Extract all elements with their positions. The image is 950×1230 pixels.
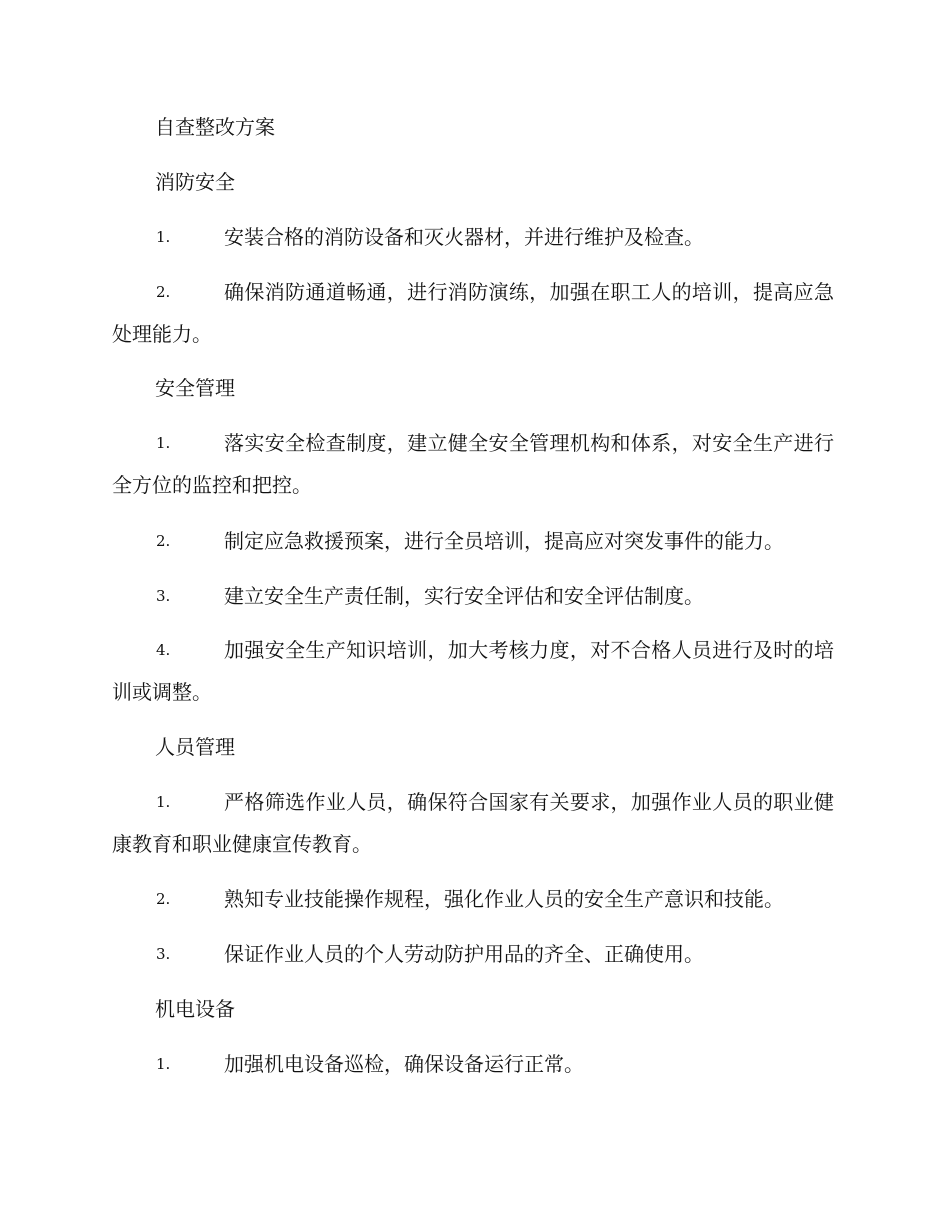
list-item-text: 确保消防通道畅通，进行消防演练，加强在职工人的培训，提高应急处理能力。 xyxy=(112,280,834,346)
section-heading-safety-management: 安全管理 xyxy=(155,376,235,400)
section-heading-fire-safety: 消防安全 xyxy=(155,170,235,194)
list-item-text: 制定应急救援预案，进行全员培训，提高应对突发事件的能力。 xyxy=(224,529,784,553)
list-item-text: 落实安全检查制度，建立健全安全管理机构和体系，对安全生产进行全方位的监控和把控。 xyxy=(112,431,834,497)
list-item-number: 1. xyxy=(156,434,171,452)
list-item-number: 2. xyxy=(156,283,171,301)
list-item-text: 保证作业人员的个人劳动防护用品的齐全、正确使用。 xyxy=(224,942,704,966)
list-item-number: 3. xyxy=(156,945,171,963)
document-title: 自查整改方案 xyxy=(155,115,275,139)
list-item xyxy=(112,933,834,975)
section-heading-electromechanical-equipment: 机电设备 xyxy=(155,997,235,1021)
list-item xyxy=(112,520,834,562)
list-item-number: 4. xyxy=(156,641,171,659)
list-item xyxy=(112,575,834,617)
list-item-text: 加强安全生产知识培训，加大考核力度，对不合格人员进行及时的培训或调整。 xyxy=(112,638,834,704)
list-item xyxy=(112,1043,834,1085)
list-item xyxy=(112,781,834,865)
section-heading-personnel-management: 人员管理 xyxy=(155,735,235,759)
list-item-number: 1. xyxy=(156,228,171,246)
list-item-text: 安装合格的消防设备和灭火器材，并进行维护及检查。 xyxy=(224,225,704,249)
list-item-number: 2. xyxy=(156,890,171,908)
list-item xyxy=(112,216,834,258)
list-item-number: 1. xyxy=(156,793,171,811)
list-item-text: 加强机电设备巡检，确保设备运行正常。 xyxy=(224,1052,584,1076)
list-item-number: 3. xyxy=(156,587,171,605)
list-item xyxy=(112,271,834,355)
list-item xyxy=(112,629,834,713)
list-item xyxy=(112,878,834,920)
list-item-number: 1. xyxy=(156,1055,171,1073)
list-item-text: 熟知专业技能操作规程，强化作业人员的安全生产意识和技能。 xyxy=(224,887,784,911)
list-item xyxy=(112,422,834,506)
list-item-text: 建立安全生产责任制，实行安全评估和安全评估制度。 xyxy=(224,584,704,608)
list-item-text: 严格筛选作业人员，确保符合国家有关要求，加强作业人员的职业健康教育和职业健康宣传教育。 xyxy=(112,790,834,856)
list-item-number: 2. xyxy=(156,532,171,550)
